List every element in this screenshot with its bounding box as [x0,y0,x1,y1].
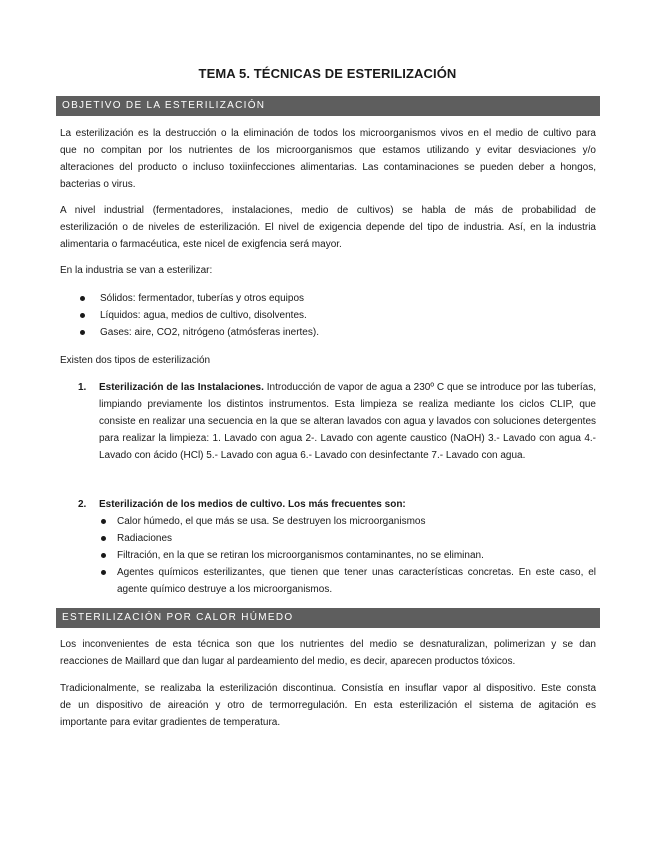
paragraph-tipos: Existen dos tipos de esterilización [60,355,211,366]
list-item: Líquidos: agua, medios de cultivo, disolventes. [78,307,319,324]
paragraph-line: bacterias o virus. [60,179,136,190]
bullet-list-medios [99,513,596,598]
paragraph-industria-esterilizar: En la industria se van a esterilizar: [60,265,213,276]
paragraph-line: Los inconvenientes de esta técnica son que los nutrientes del medio se desnaturalizan, polimerizan y se dan [60,639,596,650]
numbered-item-instalaciones [78,379,596,464]
paragraph-line: alteraciones del producto o incluso toxiinfecciones alimentarias. Las contaminaciones se pueden deber a hongos, [60,162,596,173]
paragraph-definicion [60,125,596,193]
paragraph-line: Tradicionalmente, se realizaba la esterilización discontinua. Consistía en insuflar vapor al dispositivo. Este consta [60,683,596,694]
paragraph-line: A nivel industrial (fermentadores, instalaciones, medio de cultivos) se habla de más de probabilidad de [60,205,596,216]
list-item: Calor húmedo, el que más se usa. Se destruyen los microorganismos [99,513,596,530]
paragraph-line: importante para evitar gradientes de temperatura. [60,717,281,728]
list-item: Gases: aire, CO2, nitrógeno (atmósferas inertes). [78,324,319,341]
list-item: Radiaciones [99,530,596,547]
paragraph-line: que no compitan por los nutrientes de los microorganismos que estamos utilizando y evitar desviaciones y/o [60,145,596,156]
page-title: TEMA 5. TÉCNICAS DE ESTERILIZACIÓN [198,66,457,81]
paragraph-line: esterilización o de niveles de esterilización. El nivel de exigencia depende del tipo de industria. Así, en la industria [60,222,596,233]
paragraph-line: reacciones de Maillard que dan lugar al pardeamiento del medio, es decir, aparecen productos tóxicos. [60,656,516,667]
section-header-calor-humedo: ESTERILIZACIÓN POR CALOR HÚMEDO [56,608,600,628]
paragraph-line: La esterilización es la destrucción o la eliminación de todos los microorganismos vivos en el medio de cultivo para [60,128,596,139]
paragraph-nivel-industrial [60,202,596,253]
bullet-list-materiales [78,290,319,341]
numbered-item-medios [78,496,596,513]
item-body [99,379,596,464]
list-item: Sólidos: fermentador, tuberías y otros equipos [78,290,319,307]
item-number: 2. [78,499,87,510]
item-heading: Esterilización de los medios de cultivo. Los más frecuentes son: [99,499,406,510]
item-number: 1. [78,382,87,393]
paragraph-line: de un dispositivo de aireación y otro de termorregulación. En esta esterilización el sistema de agitación es [60,700,596,711]
paragraph-line: alimentaria o farmacéutica, este nicel de exigfencia será mayor. [60,239,342,250]
section-header-objetivo: OBJETIVO DE LA ESTERILIZACIÓN [56,96,600,116]
item-text: Introducción de vapor de agua a 230º C que se introduce por las tuberías, limpiando previamente los distintos instrumentos. Esta limpieza se realiza mediante los ciclos CLIP, que consiste en realizar una secuencia en la que se alteran lavados con agua y lavados con soluciones detergentes para realizar la limpieza: 1. Lavado con agua 2-. Lavado con agente caustico (NaOH) 3.- Lavado con agua 4.- Lavado con ácido (HCl) 5.- Lavado con agua 6.- Lavado con desinfectante 7.- Lavado con agua. [99,382,596,461]
paragraph-inconvenientes [60,636,596,670]
paragraph-tradicional [60,680,596,731]
item-heading: Esterilización de las Instalaciones. [99,382,264,393]
list-item: Agentes químicos esterilizantes, que tienen que tener unas características concretas. En este caso, el agente químico destruye a los microorganismos. [99,564,596,598]
list-item: Filtración, en la que se retiran los microorganismos contaminantes, no se eliminan. [99,547,596,564]
item-body [99,496,596,513]
